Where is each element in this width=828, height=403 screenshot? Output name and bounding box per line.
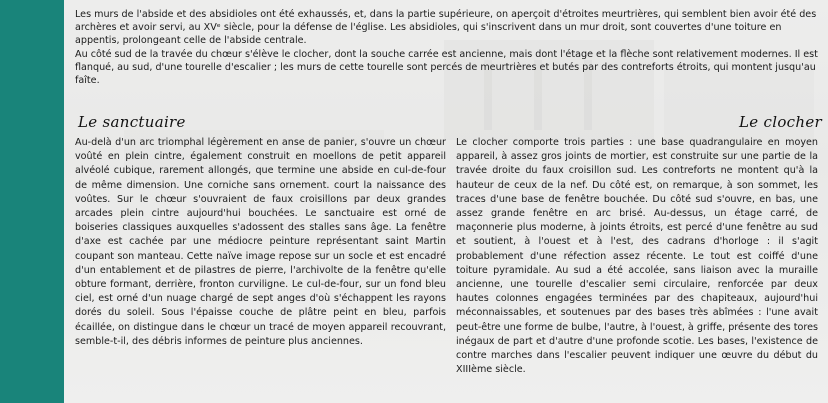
clocher-heading: Le clocher (739, 113, 822, 131)
intro-paragraph-clocher: Au côté sud de la travée du chœur s'élève le clocher, dont la souche carrée est ancienne, mais dont l'étage et la flèche sont relativement modernes. Il est flanqué, au sud, d'une tourelle d'escalier ; les murs de cette tourelle sont percés de meurtrières et butés par des contreforts étroits, qui montent jusqu'au faîte. (75, 48, 818, 87)
clocher-text: Le clocher comporte trois parties : une base quadrangulaire en moyen appareil, à assez gros joints de mortier, est construite sur une partie de la travée droite du faux croisillon sud. Les contreforts ne montent qu'à la hauteur de ceux de la nef. Du côté est, on remarque, à son sommet, les traces d'une base de fenêtre bouchée. Du côté sud s'ouvre, en bas, une assez grande fenêtre en arc brisé. Au-dessus, un étage carré, de maçonnerie plus moderne, à joints étroits, est percé d'une fenêtre au sud et soutient, à l'ouest et à l'est, des cadrans d'horloge : il s'agit probablement d'une réfection assez récente. Le tout est coiffé d'une toiture pyramidale. Au sud a été accolée, sans liaison avec la muraille ancienne, une tourelle d'escalier semi circulaire, renforcée par deux hautes colonnes engagées terminées par des chapiteaux, aujourd'hui méconnaissables, et soutenues par des bases très abîmées : l'une avait peut-être une forme de bulbe, l'autre, à l'ouest, à griffe, présente des tores inégaux de part et d'autre d'une profonde scotie. Les bases, l'existence de contre marches dans l'escalier peuvent indiquer une œuvre du début du XIIIème siècle. (456, 137, 818, 376)
intro-text (75, 8, 819, 87)
sanctuaire-text: Au-delà d'un arc triomphal légèrement en anse de panier, s'ouvre un chœur voûté en plein cintre, également construit en moellons de petit appareil alvéolé cubique, rarement allongés, que termine une abside en cul-de-four de même dimension. Une corniche sans ornement. court la naissance des voûtes. Sur le chœur s'ouvraient de faux croisillons par deux grandes arcades plein cintre aujourd'hui bouchées. Le sanctuaire est orné de boiseries classiques auxquelles s'adossent des stalles sans âge. La fenêtre d'axe est cachée par une médiocre peinture représentant saint Martin coupant son manteau. Cette naïve image repose sur un socle et est encadré d'un entablement et de pilastres de pierre, l'archivolte de la fenêtre qu'elle obture formant, derrière, fronton curviligne. Le cul-de-four, sur un fond bleu ciel, est orné d'un nuage chargé de sept anges d'où s'échappent les rayons dorés du soleil. Sous l'épaisse couche de plâtre peint en bleu, parfois écaillée, on distingue dans le chœur un tracé de moyen appareil recouvrant, semble-t-il, des débris informes de peinture plus anciennes. (75, 137, 446, 347)
page-content (64, 0, 828, 403)
teal-sidebar-bar (0, 0, 64, 403)
sanctuaire-heading: Le sanctuaire (78, 113, 186, 131)
intro-paragraph-abside: Les murs de l'abside et des absidioles ont été exhaussés, et, dans la partie supérieure, on aperçoit d'étroites meurtrières, qui semblent bien avoir été des archères et avoir servi, au XVᵉ siècle, pour la défense de l'église. Les absidioles, qui s'inscrivent dans un mur droit, sont couvertes d'une toiture en appentis, prolongeant celle de l'abside centrale. (75, 9, 817, 47)
